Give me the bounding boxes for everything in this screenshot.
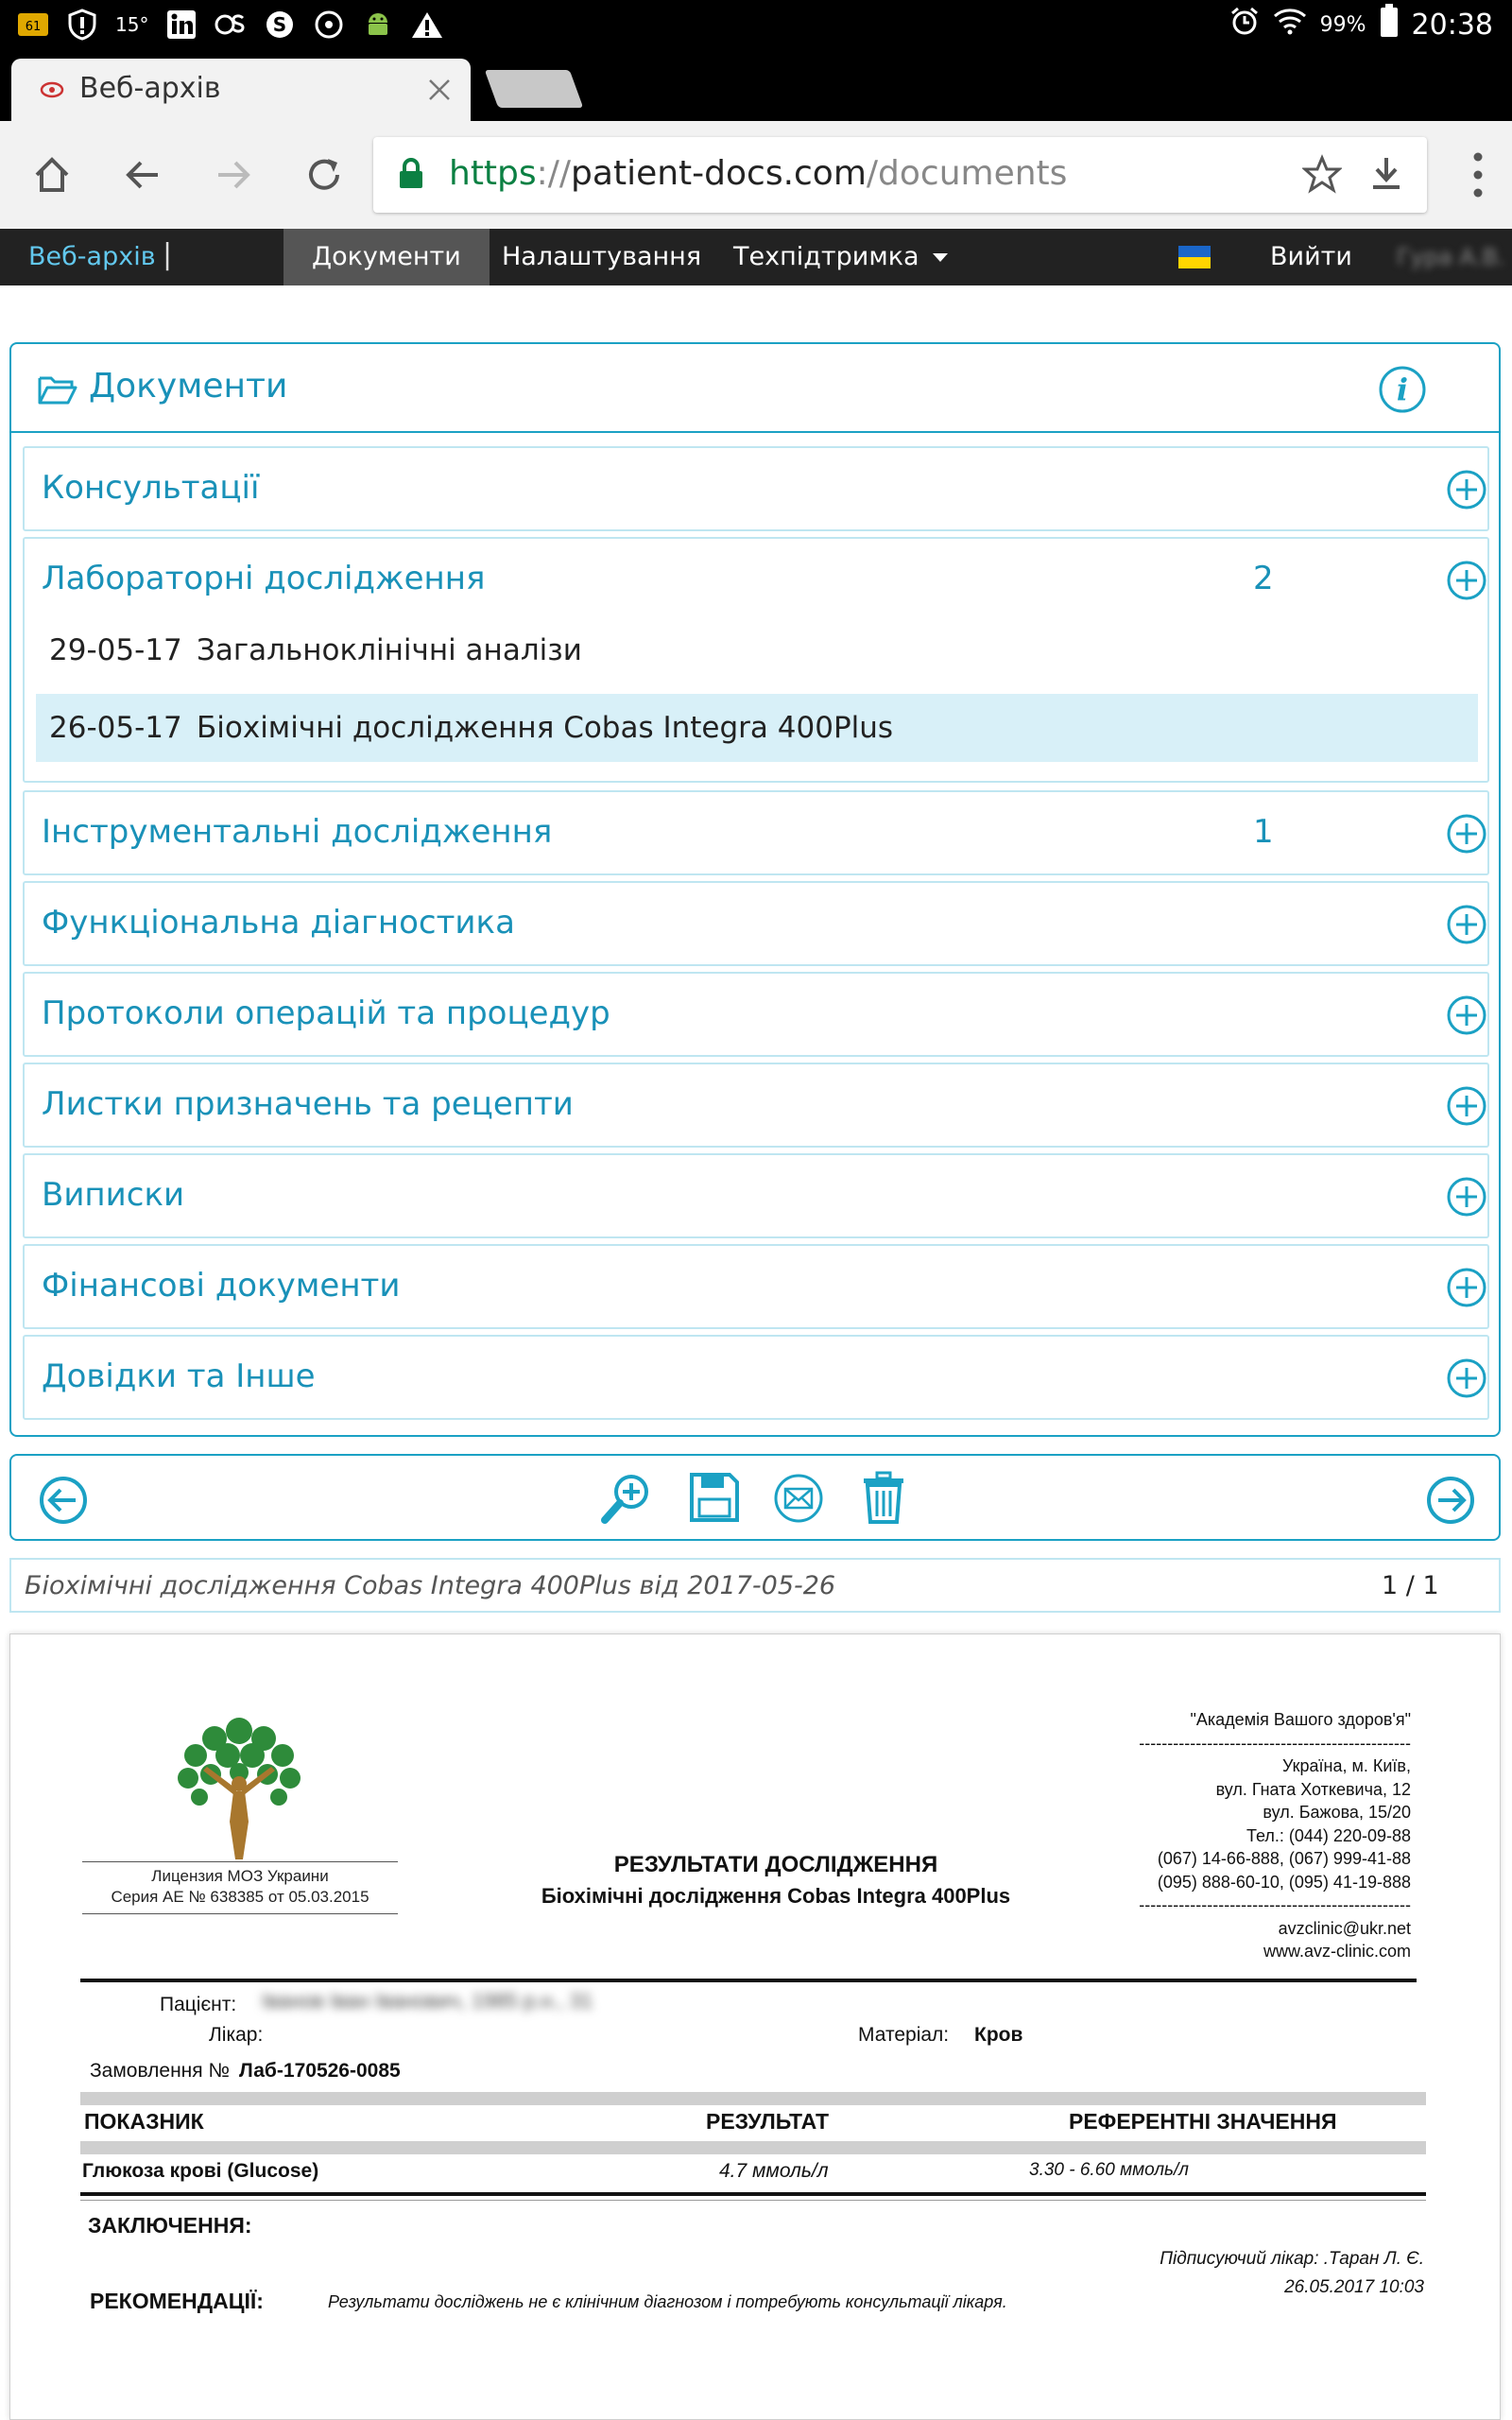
bookmark-star-icon[interactable] [1302,154,1342,198]
report-title: РЕЗУЛЬТАТИ ДОСЛІДЖЕННЯ [613,1852,938,1877]
category-functional[interactable] [23,881,1489,966]
close-tab-icon[interactable] [427,68,452,111]
reload-icon [303,154,345,196]
category-count: 1 [1253,813,1274,851]
battery-percent: 99% [1319,12,1366,37]
prev-arrow-icon[interactable] [38,1475,89,1530]
clinic-address-line: Україна, м. Київ, [1282,1756,1411,1775]
clinic-phone-line: (095) 888-60-10, (095) 41-19-888 [1157,1872,1411,1892]
browser-toolbar [0,121,1512,229]
favicon-icon [40,78,64,102]
doctor-label: Лікар: [209,2024,264,2046]
ukraine-flag-icon[interactable] [1178,246,1211,268]
nav-support[interactable] [705,229,976,285]
category-financial[interactable] [23,1244,1489,1329]
category-label: Фінансові документи [42,1267,401,1305]
divider [80,2192,1426,2196]
test-name: Глюкоза крові (Glucose) [82,2160,319,2182]
order-label: Замовлення № [90,2060,231,2082]
test-result: 4.7 ммоль/л [719,2160,829,2182]
expand-plus-icon[interactable] [1446,813,1487,858]
category-other[interactable] [23,1335,1489,1420]
shield-alert-icon [66,9,98,41]
next-arrow-icon[interactable] [1425,1475,1476,1530]
user-name: Гура А.В. [1397,244,1505,270]
battery-icon [1380,4,1399,45]
svg-text:S: S [273,13,287,36]
trash-icon[interactable] [862,1471,905,1528]
column-header-reference: РЕФЕРЕНТНІ ЗНАЧЕННЯ [1069,2109,1337,2134]
nav-support-label: Техпідтримка [733,242,919,271]
patient-label: Пацієнт: [160,1994,237,2015]
clinic-dashes: ------------------------------------------------ [1139,1733,1411,1753]
license-block [82,1861,398,1914]
url-scheme: https [449,154,537,193]
browser-tab-active[interactable] [11,59,471,121]
folder-open-icon [38,374,77,408]
arrow-left-icon [122,154,163,196]
order-value: Лаб-170526-0085 [239,2060,401,2082]
panel-header [11,344,1499,433]
clock: 20:38 [1411,8,1493,42]
category-label: Листки призначень та рецепти [42,1085,574,1123]
expand-plus-icon[interactable] [1446,560,1487,605]
clinic-website: www.avz-clinic.com [1263,1942,1411,1961]
info-icon[interactable] [1378,365,1427,418]
browser-tab-strip [0,49,1512,121]
email-icon[interactable] [773,1473,824,1528]
documents-panel [9,342,1501,1437]
document-title: Біохімічні дослідження Cobas Integra 400Plus [197,711,894,745]
home-button[interactable] [25,147,79,202]
notification-badge-icon [17,9,49,41]
expand-plus-icon[interactable] [1446,1176,1487,1221]
expand-plus-icon[interactable] [1446,1267,1487,1312]
category-operations[interactable] [23,972,1489,1057]
alarm-icon [1229,6,1260,43]
conclusion-label: ЗАКЛЮЧЕННЯ: [88,2213,252,2238]
clinic-phone-line: Тел.: (044) 220-09-88 [1246,1825,1411,1845]
clinic-address-line: вул. Гната Хоткевича, 12 [1215,1779,1411,1799]
url-path: /documents [866,154,1068,193]
expand-plus-icon[interactable] [1446,904,1487,949]
app-navbar [0,229,1512,285]
clinic-email: avzclinic@ukr.net [1278,1918,1411,1938]
table-header-bar [80,2141,1426,2154]
clinic-tree-logo-icon [162,1710,317,1866]
expand-plus-icon[interactable] [1446,469,1487,514]
lock-icon [398,158,424,194]
document-row-selected[interactable] [36,694,1478,762]
forward-button[interactable] [206,147,261,202]
save-icon[interactable] [688,1471,741,1528]
divider-thin [80,2200,1426,2201]
url-host: patient-docs.com [571,154,867,193]
table-header-bar [80,2092,1426,2105]
new-tab-button[interactable] [485,70,584,108]
reload-button[interactable] [297,147,352,202]
document-caption: Біохімічні дослідження Cobas Integra 400Plus від 2017-05-26 [25,1571,836,1600]
panel-title: Документи [89,367,288,406]
status-bar [0,0,1512,49]
document-date: 29-05-17 [49,633,182,667]
category-label: Довідки та Інше [42,1357,316,1395]
caret-down-icon [933,253,948,262]
warning-icon [411,9,443,41]
document-caption-bar [9,1558,1501,1613]
document-preview[interactable] [9,1634,1501,2420]
category-label: Функціональна діагностика [42,904,515,942]
download-icon[interactable] [1366,154,1406,198]
column-header-result: РЕЗУЛЬТАТ [706,2109,830,2134]
material-value: Кров [974,2024,1023,2046]
category-label: Виписки [42,1176,185,1214]
expand-plus-icon[interactable] [1446,994,1487,1040]
nav-documents[interactable]: Документи [284,229,490,285]
category-count: 2 [1253,560,1274,597]
target-icon [313,9,345,41]
signer: Підписуючий лікар: .Таран Л. Є. [1160,2249,1424,2269]
category-discharges[interactable] [23,1153,1489,1238]
column-header-indicator: ПОКАЗНИК [84,2109,204,2134]
page-counter: 1 / 1 [1382,1571,1439,1600]
category-label: Лабораторні дослідження [42,560,486,597]
arrow-right-icon [213,154,254,196]
url-text [449,154,1067,193]
category-instrumental[interactable] [23,790,1489,875]
address-bar[interactable] [373,137,1427,213]
nav-settings[interactable]: Налаштування [502,242,702,271]
signed-at: 26.05.2017 10:03 [1284,2277,1424,2297]
skype-icon [264,9,296,41]
category-prescriptions[interactable] [23,1063,1489,1148]
brand-link[interactable]: Веб-архів [28,242,156,271]
test-reference: 3.30 - 6.60 ммоль/л [1029,2160,1190,2180]
report-subtitle: Біохімічні дослідження Cobas Integra 400Plus [541,1884,1011,1908]
category-consultations[interactable] [23,446,1489,531]
brand-separator: | [163,238,173,271]
category-label: Інструментальні дослідження [42,813,553,851]
back-button[interactable] [115,147,170,202]
clinic-name: "Академія Вашого здоров'я" [1190,1710,1411,1729]
clinic-address-line: вул. Бажова, 15/20 [1263,1803,1411,1822]
recommendations-label: РЕКОМЕНДАЦІЇ: [90,2289,264,2313]
patient-value: Іванов Іван Іванович, 1985 р.н., 31 [262,1989,593,2013]
document-title: Загальноклінічні аналізи [197,633,582,667]
document-date: 26-05-17 [49,711,182,745]
recommendations-text: Результати досліджень не є клінічним діагнозом і потребують консультації лікаря. [328,2292,1007,2311]
license-line: Лицензия МОЗ Украини [151,1867,329,1885]
linkedin-icon [165,9,198,41]
category-label: Протоколи операцій та процедур [42,994,610,1032]
home-icon [31,154,73,196]
tab-title: Веб-архів [79,72,221,105]
logout-link[interactable]: Вийти [1270,242,1352,271]
document-row[interactable] [36,616,1478,684]
url-separator: :// [536,154,572,193]
material-label: Матеріал: [858,2024,950,2046]
zoom-in-icon[interactable] [599,1471,654,1530]
license-line: Серия АЕ № 638385 от 05.03.2015 [111,1888,369,1906]
expand-plus-icon[interactable] [1446,1357,1487,1403]
wifi-icon [1273,7,1307,43]
divider [80,1979,1417,1982]
clinic-contacts [1071,1708,1411,1963]
viewer-toolbar [9,1454,1501,1541]
android-icon [362,9,394,41]
clinic-phone-line: (067) 14-66-888, (067) 999-41-88 [1157,1849,1411,1868]
browser-menu-icon[interactable] [1472,149,1484,202]
temperature-text: 15° [115,13,149,36]
category-label: Консультації [42,469,260,507]
clinic-dashes: ------------------------------------------------ [1139,1895,1411,1914]
app-cs-icon [215,9,247,41]
svg-text:61: 61 [25,20,42,34]
svg-text:i: i [1396,372,1409,407]
expand-plus-icon[interactable] [1446,1085,1487,1131]
